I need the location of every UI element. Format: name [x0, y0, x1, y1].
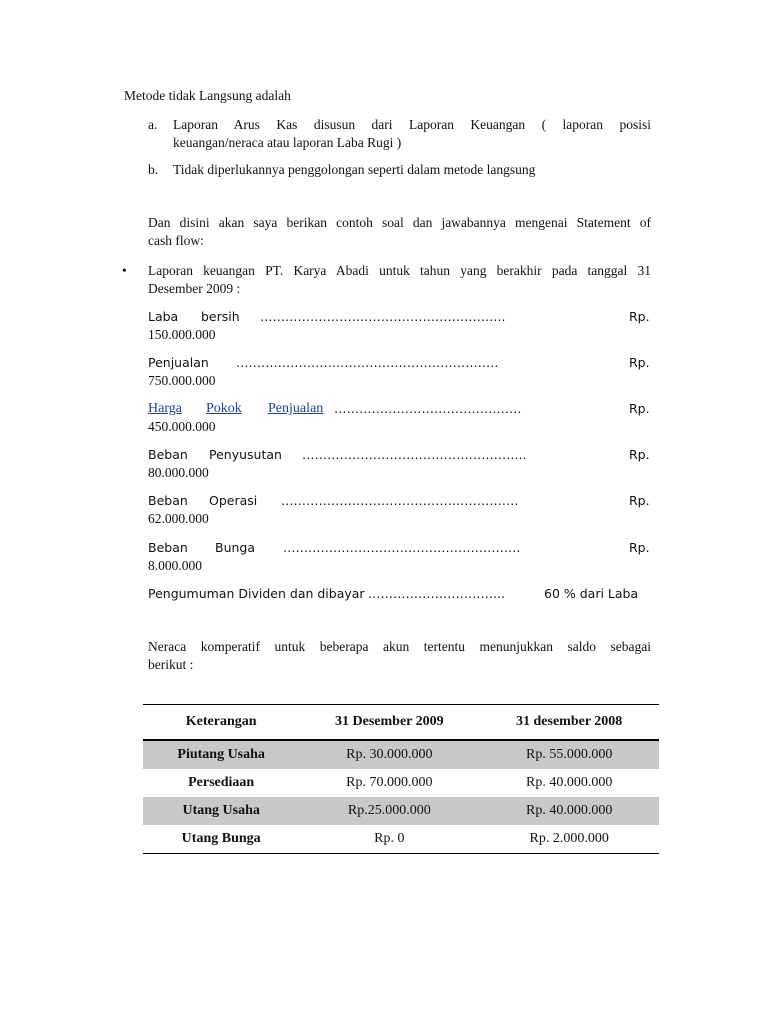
- item-penjualan-amount: 750.000.000: [148, 373, 216, 388]
- row-value-2008: Rp. 40.000.000: [526, 775, 613, 790]
- item-laba-dots: …………………………………………………..: [260, 309, 506, 324]
- item-bunga-rp: Rp.: [629, 540, 650, 555]
- row-label: Utang Bunga: [143, 825, 299, 854]
- item-bunga-word1: Beban: [148, 540, 188, 555]
- row-value-2009: Rp. 70.000.000: [346, 775, 433, 790]
- item-laba-rp: Rp.: [629, 309, 650, 324]
- item-operasi-word1: Beban: [148, 493, 188, 508]
- item-penyusutan-rp: Rp.: [629, 447, 650, 462]
- dividend-label: Pengumuman Dividen dan dibayar: [148, 586, 365, 601]
- paragraph-line2: cash flow:: [148, 233, 204, 248]
- row-label: Utang Usaha: [143, 797, 299, 825]
- item-bunga-dots: …………………………………………………: [283, 540, 521, 555]
- table-row: [143, 769, 659, 797]
- item-penyusutan-dots: ……………………………………………...: [302, 447, 527, 462]
- table-row: [143, 740, 659, 769]
- item-operasi-word2: Operasi: [209, 493, 258, 508]
- list-marker-b: b.: [148, 162, 159, 177]
- row-label: Persediaan: [188, 775, 255, 790]
- bullet-line1: Laporan keuangan PT. Karya Abadi untuk tahun yang berakhir pada tanggal 31: [148, 263, 651, 278]
- neraca-line2: berikut :: [148, 657, 194, 672]
- balance-table: [143, 704, 659, 854]
- item-hpp-dots: ………………………………………: [334, 401, 522, 416]
- list-marker-a: a.: [148, 117, 158, 132]
- neraca-line1: Neraca komperatif untuk beberapa akun tertentu menunjukkan saldo sebagai: [148, 639, 651, 654]
- row-value-2008: Rp. 2.000.000: [479, 825, 659, 854]
- item-operasi-dots: …………………………………………………: [281, 493, 519, 508]
- item-bunga-word2: Bunga: [215, 540, 256, 555]
- list-item-a-line2: keuangan/neraca atau laporan Laba Rugi ): [173, 135, 402, 150]
- header-2008: 31 desember 2008: [479, 705, 659, 741]
- paragraph-line1: Dan disini akan saya berikan contoh soal dan jawabannya mengenai Statement of: [148, 215, 651, 230]
- table-header-row: [143, 705, 659, 741]
- header-keterangan: Keterangan: [143, 705, 299, 741]
- item-penyusutan-amount: 80.000.000: [148, 465, 209, 480]
- bullet-line2: Desember 2009 :: [148, 281, 241, 296]
- row-label: Piutang Usaha: [143, 740, 299, 769]
- bullet-icon: •: [122, 263, 127, 278]
- list-item-a-line1: Laporan Arus Kas disusun dari Laporan Keuangan ( laporan posisi: [173, 117, 651, 132]
- dividend-value: 60 % dari Laba: [544, 586, 639, 601]
- row-value-2008: Rp. 40.000.000: [479, 797, 659, 825]
- list-item-b: Tidak diperlukannya penggolongan seperti dalam metode langsung: [173, 162, 536, 177]
- item-bunga-amount: 8.000.000: [148, 558, 202, 573]
- item-hpp-amount: 450.000.000: [148, 419, 216, 434]
- item-penyusutan-word2: Penyusutan: [209, 447, 282, 462]
- row-value-2009: Rp. 30.000.000: [299, 740, 479, 769]
- link-harga-word2[interactable]: Pokok: [206, 401, 242, 416]
- table-row: [143, 825, 659, 854]
- intro-text: Metode tidak Langsung adalah: [124, 88, 291, 103]
- header-2009: 31 Desember 2009: [299, 705, 479, 741]
- link-harga-word3[interactable]: Penjualan: [268, 401, 324, 416]
- item-laba-label-word2: bersih: [201, 309, 240, 324]
- row-value-2008: Rp. 55.000.000: [479, 740, 659, 769]
- item-laba-label-word1: Laba: [148, 309, 179, 324]
- table-row: [143, 797, 659, 825]
- row-value-2009: Rp. 0: [299, 825, 479, 854]
- item-penyusutan-word1: Beban: [148, 447, 188, 462]
- item-hpp-rp: Rp.: [629, 401, 650, 416]
- item-penjualan-label: Penjualan: [148, 355, 209, 370]
- dividend-dots: …………………………...: [368, 586, 505, 601]
- row-value-2009: Rp.25.000.000: [299, 797, 479, 825]
- link-harga-word1[interactable]: Harga: [148, 401, 182, 416]
- item-penjualan-rp: Rp.: [629, 355, 650, 370]
- item-penjualan-dots: ………………………………………………………: [236, 355, 499, 370]
- item-operasi-amount: 62.000.000: [148, 511, 209, 526]
- item-operasi-rp: Rp.: [629, 493, 650, 508]
- item-laba-amount: 150.000.000: [148, 327, 216, 342]
